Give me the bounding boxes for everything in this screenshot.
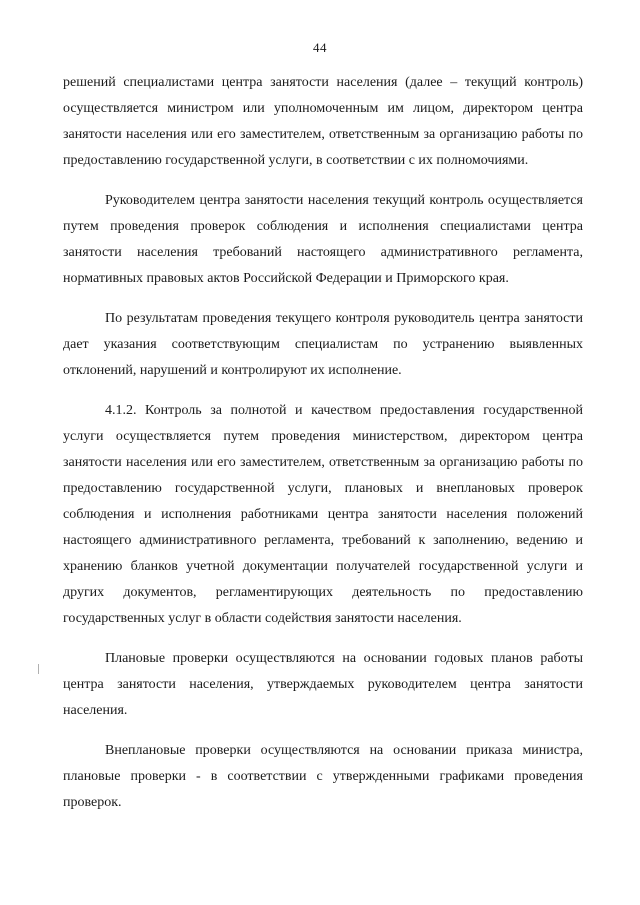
scan-margin-mark (38, 664, 39, 674)
paragraph-section-4-1-2: 4.1.2. Контроль за полнотой и качеством предоставления государственной услуги осуществляется путем проведения министерством, директором центра занятости населения или его заместителем, ответственным за организацию работы по предоставлению государственной услуги, плановых и внеплановых проверок соблюдения и исполнения работниками центра занятости населения положений настоящего административного регламента, требований к заполнению, ведению и хранению бланков учетной документации получателей государственной услуги и других документов, регламентирующих деятельность по предоставлению государственных услуг в области содействия занятости населения. (63, 403, 583, 626)
paragraph-director-control: Руководителем центра занятости населения текущий контроль осуществляется путем проведения проверок соблюдения и исполнения специалистами центра занятости населения требований настоящего административного регламента, нормативных правовых актов Российской Федерации и Приморского края. (63, 193, 583, 286)
page-number: 44 (313, 40, 327, 55)
paragraph-unplanned-checks: Внеплановые проверки осуществляются на основании приказа министра, плановые проверки - в соответствии с утвержденными графиками проведения проверок. (63, 743, 583, 810)
paragraph-control-results: По результатам проведения текущего контроля руководитель центра занятости дает указания соответствующим специалистам по устранению выявленных отклонений, нарушений и контролируют их исполнение. (63, 311, 583, 378)
paragraph-planned-checks: Плановые проверки осуществляются на основании годовых планов работы центра занятости населения, утверждаемых руководителем центра занятости населения. (63, 651, 583, 718)
document-body (63, 70, 583, 830)
paragraph-continuation: решений специалистами центра занятости населения (далее – текущий контроль) осуществляется министром или уполномоченным им лицом, директором центра занятости населения или его заместителем, ответственным за организацию работы по предоставлению государственной услуги, в соответствии с их полномочиями. (63, 75, 583, 168)
